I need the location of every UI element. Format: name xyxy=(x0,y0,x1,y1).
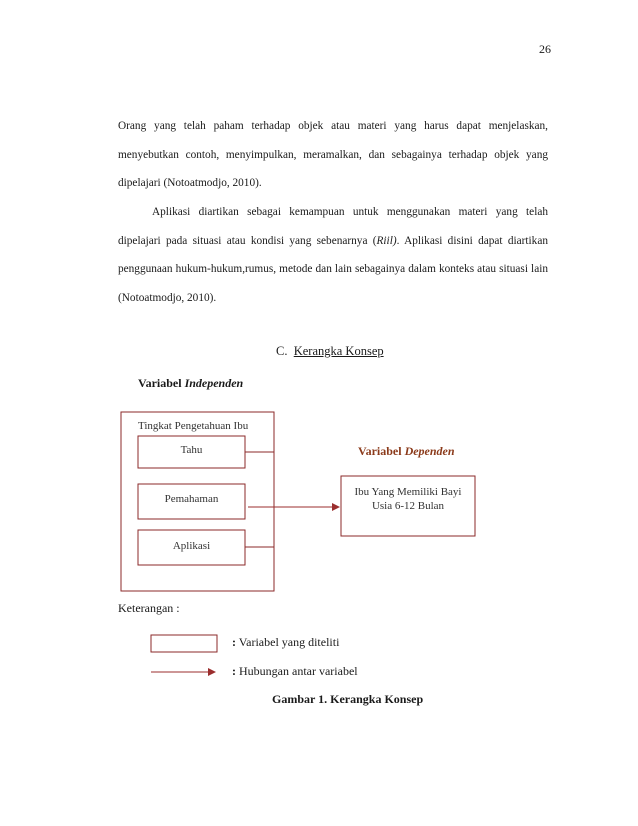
figure-caption: Gambar 1. Kerangka Konsep xyxy=(272,692,424,706)
section-title: Kerangka Konsep xyxy=(293,344,384,358)
legend-box-prefix: : xyxy=(232,635,236,649)
page-number: 26 xyxy=(539,42,551,56)
dependent-word: Variabel xyxy=(358,444,402,458)
dependent-italic: Dependen xyxy=(404,444,455,458)
independent-word: Variabel xyxy=(138,376,182,390)
paragraph-application-text-2: . Aplikasi disini dapat diartikan penggunaan hukum-hukum,rumus, metode dan lain sebagainya dalam konteks atau situasi lain (Notoatmodjo, 2010). xyxy=(118,234,548,304)
dependent-label-line2: Usia 6-12 Bulan xyxy=(371,500,445,512)
group-title: Tingkat Pengetahuan Ibu xyxy=(138,420,249,432)
independent-italic: Independen xyxy=(184,376,244,390)
paragraph-application-italic: Riil) xyxy=(376,234,397,247)
dependent-box-label xyxy=(341,485,475,513)
paragraph-application-text-1: Aplikasi diartikan sebagai kemampuan untuk menggunakan materi yang telah dipelajari pada situasi atau kondisi yang sebenarnya ( xyxy=(118,206,548,247)
legend-heading: Keterangan : xyxy=(118,601,180,615)
dependent-variable-heading xyxy=(358,444,455,459)
legend-box-item xyxy=(232,635,339,650)
legend-arrow-prefix: : xyxy=(232,664,236,678)
box-aplikasi-label: Aplikasi xyxy=(172,540,211,552)
legend-box-sample xyxy=(151,635,217,652)
legend-arrow-text: Hubungan antar variabel xyxy=(239,664,358,678)
paragraph-comprehension: Orang yang telah paham terhadap objek atau materi yang harus dapat menjelaskan, menyebutkan contoh, menyimpulkan, meramalkan, dan sebagainya terhadap objek yang dipelajari (Notoatmodjo, 2010). xyxy=(118,120,548,190)
legend-box-text: Variabel yang diteliti xyxy=(238,635,340,649)
legend-arrow-item xyxy=(232,664,358,679)
box-tahu-label: Tahu xyxy=(180,444,203,456)
section-prefix: C. xyxy=(276,344,288,358)
dependent-label-line1: Ibu Yang Memiliki Bayi xyxy=(354,486,462,498)
box-pemahaman-label: Pemahaman xyxy=(164,493,219,505)
